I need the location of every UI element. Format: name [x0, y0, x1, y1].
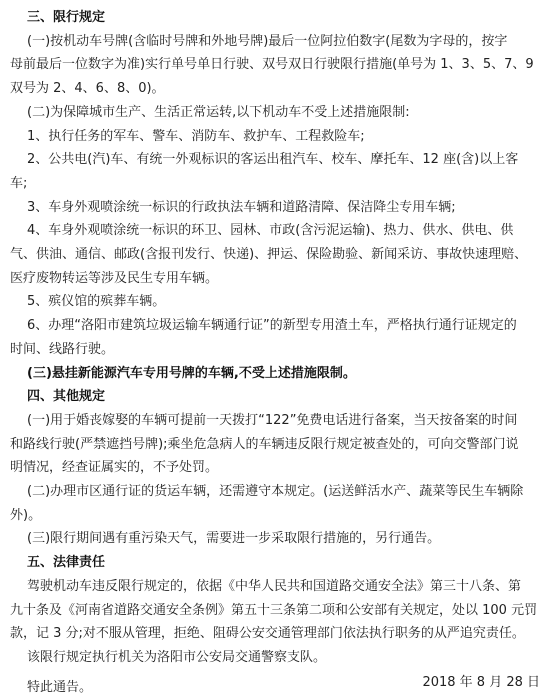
section-heading-other-rules: 四、其他规定	[27, 389, 106, 405]
list-item-continuation: 气、供油、通信、邮政(含报刊发行、快递)、押运、保险勘验、新闻采访、事故快速理赔、	[10, 247, 528, 263]
section-heading-legal-liability: 五、法律责任	[27, 555, 106, 571]
paragraph-line: (二)为保障城市生产、生活正常运转,以下机动车不受上述措施限制:	[27, 104, 410, 120]
paragraph-line: (三)限行期间遇有重污染天气，需要进一步采取限行措施的，另行通告。	[27, 531, 441, 547]
paragraph-line: (一)用于婚丧嫁娶的车辆可提前一天拨打“122”免费电话进行备案，当天按备案的时间	[27, 412, 518, 428]
paragraph-line: 双号为 2、4、6、8、0)。	[10, 81, 165, 97]
list-item: 6、办理“洛阳市建筑垃圾运输车辆通行证”的新型专用渣土车，严格执行通行证规定的	[27, 318, 517, 334]
paragraph-line: 九十条及《河南省道路交通安全条例》第五十三条第二项和公安部有关规定，处以 100 元罚	[10, 602, 538, 618]
list-item: 5、殡仪馆的殡葬车辆。	[27, 294, 166, 310]
section-heading-restriction-rules: 三、限行规定	[27, 10, 106, 25]
list-item-continuation: 时间、线路行驶。	[10, 341, 115, 357]
list-item-continuation: 车;	[10, 175, 28, 191]
paragraph-line: 款，记 3 分;对不服从管理，拒绝、阻碍公安交通管理部门依法执行职务的从严追究责任。	[10, 626, 525, 642]
paragraph-line: 母前最后一位数字为准)实行单号单日行驶、双号双日行驶限行措施(单号为 1、3、5、7、9	[10, 57, 534, 73]
paragraph-line: 外)。	[10, 507, 42, 523]
paragraph-line: 和路线行驶(严禁遮挡号牌);乘坐危急病人的车辆违反限行规定被查处的，可向交警部门说	[10, 436, 519, 452]
list-item: 4、车身外观喷涂统一标识的环卫、园林、市政(含污泥运输)、热力、供水、供电、供	[27, 223, 514, 239]
paragraph-line: 驾驶机动车违反限行规定的，依据《中华人民共和国道路交通安全法》第三十八条、第	[27, 578, 522, 594]
closing-line: 特此通告。	[27, 679, 93, 695]
list-item-continuation: 医疗废物转运等涉及民生专用车辆。	[10, 270, 219, 286]
paragraph-line: 该限行规定执行机关为洛阳市公安局交通警察支队。	[27, 649, 327, 665]
list-item: 2、公共电(汽)车、有统一外观标识的客运出租汽车、校车、摩托车、12 座(含)以上客	[27, 152, 519, 168]
paragraph-line: (一)按机动车号牌(含临时号牌和外地号牌)最后一位阿拉伯数字(尾数为字母的，按字	[27, 33, 508, 49]
paragraph-line: (二)办理市区通行证的货运车辆，还需遵守本规定。(运送鲜活水产、蔬菜等民生车辆除	[27, 484, 524, 500]
bold-paragraph-new-energy: (三)悬挂新能源汽车专用号牌的车辆,不受上述措施限制。	[27, 365, 356, 381]
notice-date: 2018 年 8 月 28 日	[422, 675, 540, 690]
paragraph-line: 明情况，经查证属实的，不予处罚。	[10, 460, 219, 476]
list-item: 3、车身外观喷涂统一标识的行政执法车辆和道路清障、保洁降尘专用车辆;	[27, 199, 456, 215]
list-item: 1、执行任务的军车、警车、消防车、救护车、工程救险车;	[27, 128, 365, 144]
